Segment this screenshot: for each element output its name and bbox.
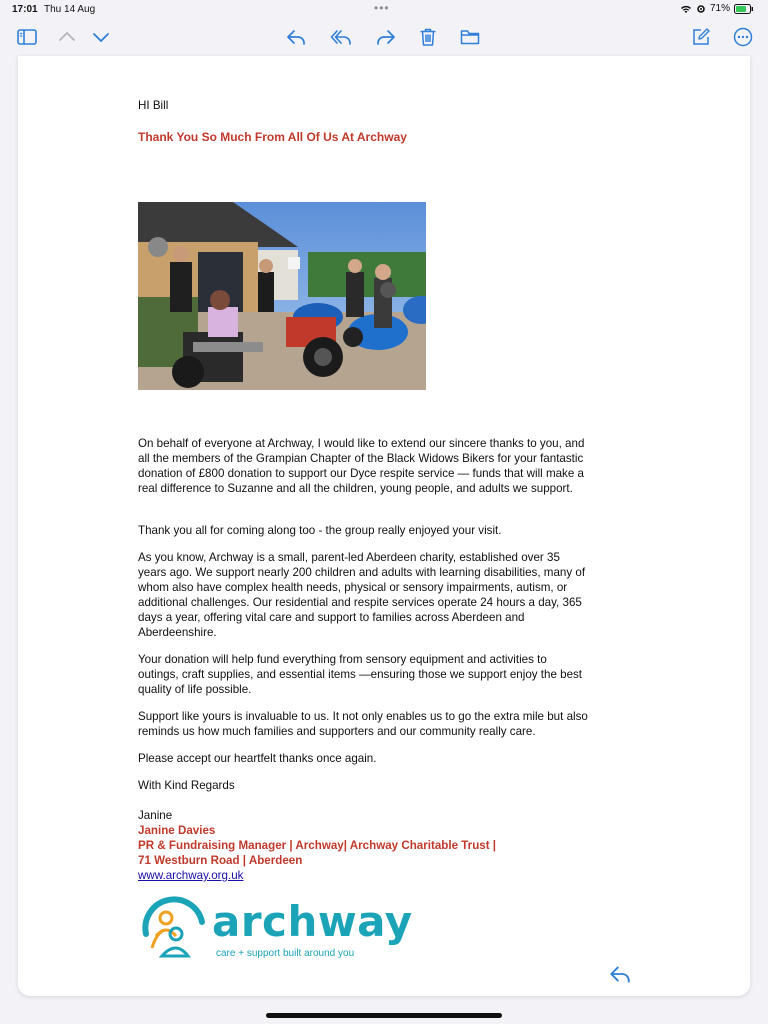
body-paragraph: As you know, Archway is a small, parent-led Aberdeen charity, established over 35 years ago. We support nearly 200 children and adults with learning disabilities, many of whom also have complex health needs, physical or sensory impairments, autism, or additional challenges. Our residential and respite services operate 24 hours a day, 365 days a year, offering vital care and support to families across Aberdeen and Aberdeenshire. xyxy=(138,551,586,639)
message-card xyxy=(18,56,750,996)
greeting: HI Bill xyxy=(138,99,169,112)
reply-button[interactable] xyxy=(283,24,309,50)
body-paragraph: Support like yours is invaluable to us. It not only enables us to go the extra mile but also reminds us how much families and supporters and our community really care. xyxy=(138,710,588,738)
home-indicator[interactable] xyxy=(266,1013,502,1018)
signature-address: 71 Westburn Road | Aberdeen xyxy=(138,854,303,867)
next-message-button[interactable] xyxy=(88,24,114,50)
status-bar xyxy=(0,0,768,18)
forward-icon xyxy=(375,26,397,48)
sign-off: With Kind Regards xyxy=(138,779,235,792)
compose-button[interactable] xyxy=(688,24,714,50)
more-icon xyxy=(732,26,754,48)
move-to-folder-button[interactable] xyxy=(457,24,483,50)
signature-first-name: Janine xyxy=(138,809,173,822)
archway-logo-mark xyxy=(142,894,208,964)
battery-icon xyxy=(734,4,754,14)
reply-all-icon xyxy=(330,26,352,48)
body-paragraph: Please accept our heartfelt thanks once again. xyxy=(138,752,377,765)
logo-wordmark: archway xyxy=(212,897,413,946)
signature-full-name: Janine Davies xyxy=(138,824,216,837)
reply-icon xyxy=(285,26,307,48)
battery-percent: 71% xyxy=(709,3,730,14)
chevron-down-icon xyxy=(90,26,112,48)
chevron-up-icon xyxy=(56,26,78,48)
group-photo-image xyxy=(138,202,426,390)
sidebar-icon xyxy=(16,26,38,48)
body-paragraph: On behalf of everyone at Archway, I would like to extend our sincere thanks to you, and all the members of the Grampian Chapter of the Black Widows Bikers for your fantastic donation of £800 donation to support our Dyce respite service — funds that will make a real difference to Suzanne and all the children, young people, and adults we support. xyxy=(138,437,585,495)
logo-tagline: care + support built around you xyxy=(216,948,355,959)
folder-icon xyxy=(459,26,481,48)
group-photo[interactable] xyxy=(138,202,426,390)
forward-button[interactable] xyxy=(373,24,399,50)
status-time: 17:01 xyxy=(12,4,38,15)
multitasking-dots-icon[interactable]: ••• xyxy=(374,1,390,15)
trash-button[interactable] xyxy=(415,24,441,50)
status-indicators xyxy=(680,3,754,14)
sidebar-toggle-button[interactable] xyxy=(14,24,40,50)
reply-icon xyxy=(608,962,632,986)
previous-message-button[interactable] xyxy=(54,24,80,50)
trash-icon xyxy=(417,26,439,48)
status-date: Thu 14 Aug xyxy=(44,4,96,15)
compose-icon xyxy=(690,26,712,48)
floating-reply-button[interactable] xyxy=(608,962,632,986)
body-paragraph: Thank you all for coming along too - the group really enjoyed your visit. xyxy=(138,524,502,537)
more-options-button[interactable] xyxy=(730,24,756,50)
website-link[interactable]: www.archway.org.uk xyxy=(138,869,244,882)
focus-icon xyxy=(696,4,706,14)
archway-logo xyxy=(142,894,422,964)
mail-toolbar xyxy=(0,18,768,56)
subject-line: Thank You So Much From All Of Us At Archway xyxy=(138,130,407,144)
reply-all-button[interactable] xyxy=(328,24,354,50)
signature-title: PR & Fundraising Manager | Archway| Archway Charitable Trust | xyxy=(138,839,497,852)
wifi-icon xyxy=(680,4,692,14)
body-paragraph: Your donation will help fund everything from sensory equipment and activities to outings, craft supplies, and essential items —ensuring those we support enjoy the best quality of life possible. xyxy=(138,653,583,696)
